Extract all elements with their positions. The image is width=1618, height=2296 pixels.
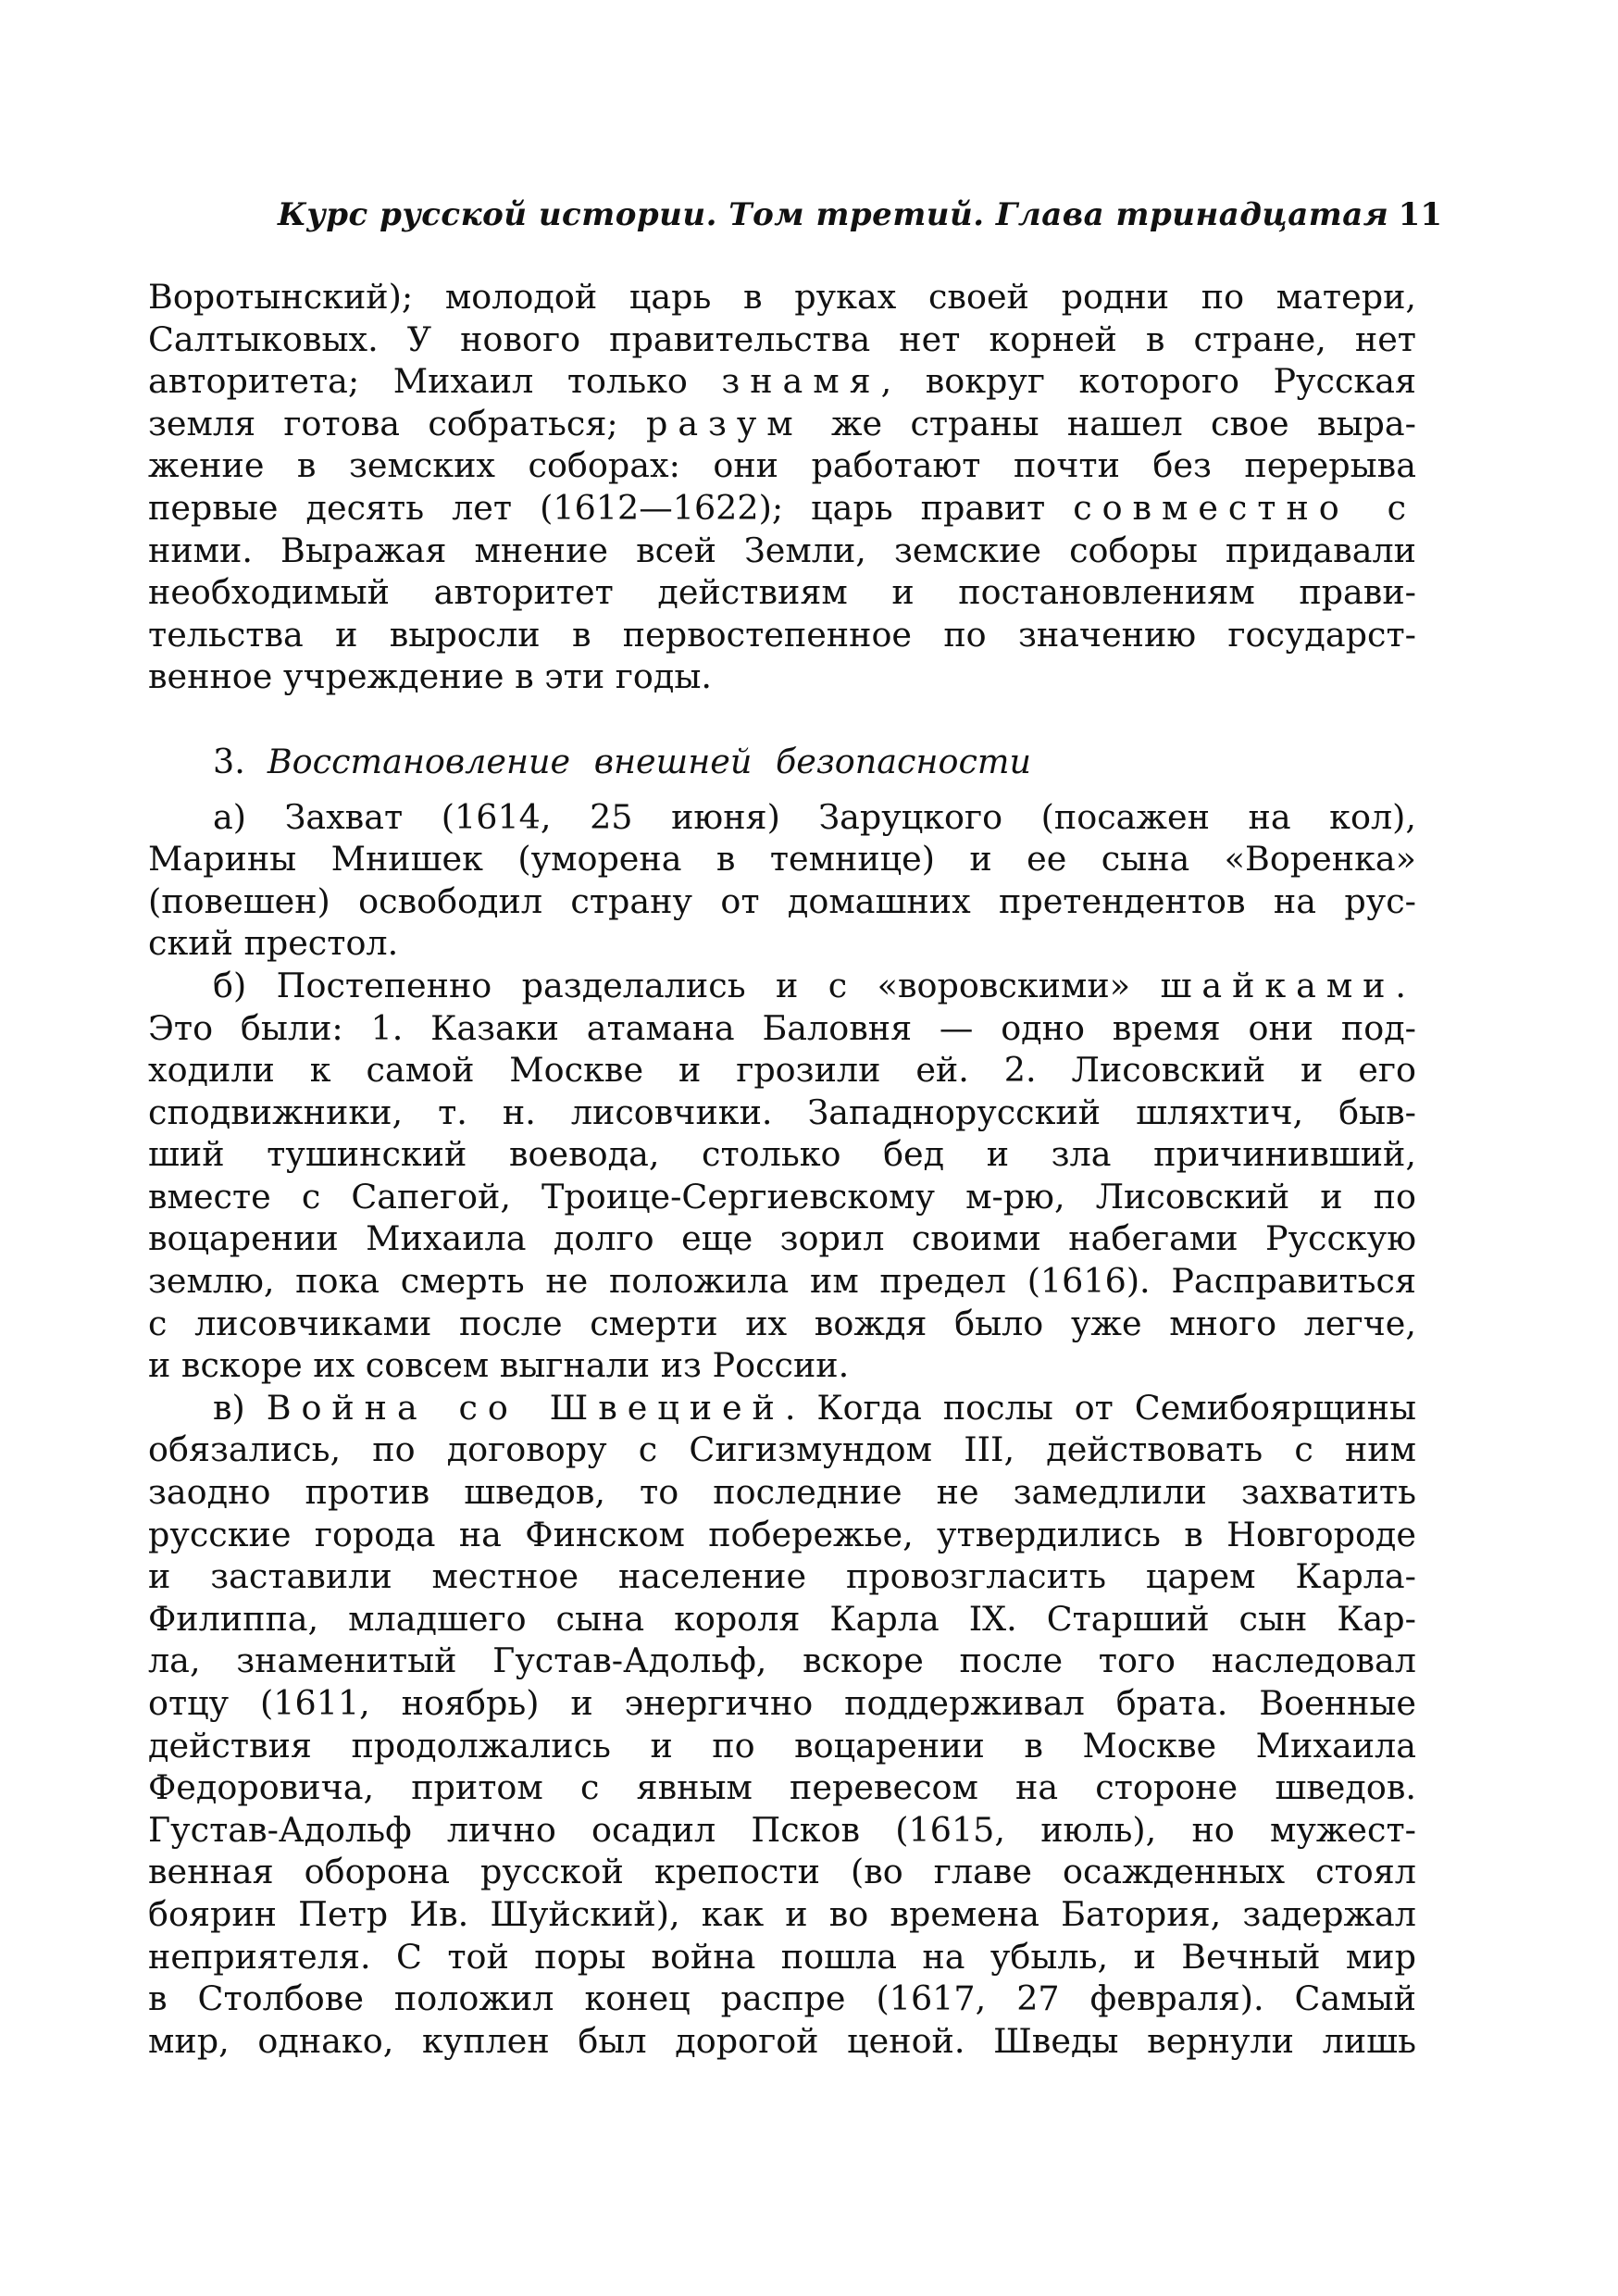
text-line: Густав-Адольф лично осадил Псков (1615, июль), но мужест-: [148, 1809, 1416, 1850]
text-line: Воротынский); молодой царь в руках своей родни по матери,: [148, 277, 1416, 317]
text-line: венная оборона русской крепости (во главе осажденных стоял: [148, 1852, 1416, 1892]
text-line: а) Захват (1614, 25 июня) Заруцкого (посажен на кол),: [213, 796, 1416, 837]
section-title: Восстановление внешней безопасности: [267, 741, 1032, 781]
text-line: венное учреждение в эти годы.: [148, 656, 713, 697]
text-line: авторитета; Михаил только знамя, вокруг которого Русская: [148, 361, 1416, 402]
text-line: в) Война со Швецией. Когда послы от Семибоярщины: [213, 1387, 1416, 1428]
running-header: [148, 196, 1470, 248]
page-number: 11: [1398, 196, 1442, 233]
paragraph-c: [148, 1387, 1416, 2063]
text-line: ними. Выражая мнение всей Земли, земские соборы придавали: [148, 530, 1416, 570]
text-line: Салтыковых. У нового правительства нет корней в стране, нет: [148, 318, 1416, 359]
text-line: ходили к самой Москве и грозили ей. 2. Лисовский и его: [148, 1050, 1416, 1091]
text-line: (повешен) освободил страну от домашних претендентов на рус-: [148, 880, 1416, 921]
text-line: Филиппа, младшего сына короля Карла IX. Старший сын Кар-: [148, 1598, 1416, 1639]
text-line: русские города на Финском побережье, утвердились в Новгороде: [148, 1514, 1416, 1554]
text-line: вместе с Сапегой, Троице-Сергиевскому м-рю, Лисовский и по: [148, 1176, 1416, 1217]
text-line: жение в земских соборах: они работают почти без перерыва: [148, 445, 1416, 486]
text-line: землю, пока смерть не положила им предел (1616). Расправиться: [148, 1261, 1416, 1302]
spaced-emphasis: Война со Швецией: [266, 1387, 785, 1428]
text-line: в Столбове положил конец распре (1617, 27 февраля). Самый: [148, 1978, 1416, 2019]
text-line: первые десять лет (1612—1622); царь правит совместно с: [148, 487, 1417, 528]
text-line: и заставили местное население провозгласить царем Карла-: [148, 1556, 1416, 1597]
text-line: сподвижники, т. н. лисовчики. Западнорусский шляхтич, быв-: [148, 1092, 1416, 1132]
text-line: воцарении Михаила долго еще зорил своими набегами Русскую: [148, 1218, 1416, 1259]
section-number: 3.: [213, 741, 245, 781]
text-line: Это были: 1. Казаки атамана Баловня — одно время они под-: [148, 1007, 1416, 1048]
text-line: необходимый авторитет действиям и постановлениям прави-: [148, 572, 1416, 613]
text-line: мир, однако, куплен был дорогой ценой. Шведы вернули лишь: [148, 2020, 1416, 2061]
spaced-emphasis: разум: [646, 403, 803, 443]
paragraph-b: [148, 965, 1416, 1387]
text-line: обязались, по договору с Сигизмундом III, действовать с ним: [148, 1429, 1416, 1470]
text-line: Федоровича, притом с явным перевесом на стороне шведов.: [148, 1767, 1416, 1808]
text-line: ший тушинский воевода, столько бед и зла причинивший,: [148, 1134, 1416, 1175]
spaced-emphasis: совместно с: [1073, 487, 1417, 528]
text-line: Марины Мнишек (уморена в темнице) и ее сына «Воренка»: [148, 839, 1416, 880]
paragraph-a: [148, 796, 1416, 965]
text-line: боярин Петр Ив. Шуйский), как и во времена Батория, задержал: [148, 1893, 1416, 1934]
text-line: с лисовчиками после смерти их вождя было уже много легче,: [148, 1303, 1416, 1343]
paragraph-intro: [148, 276, 1416, 698]
running-title: Курс русской истории. Том третий. Глава тринадцатая: [278, 196, 1389, 233]
text-line: ла, знаменитый Густав-Адольф, вскоре после того наследовал: [148, 1641, 1416, 1681]
spaced-emphasis: знамя: [721, 361, 881, 402]
text-line: тельства и выросли в первостепенное по значению государст-: [148, 614, 1416, 655]
text-line: б) Постепенно разделались и с «воровскими» шайками.: [213, 965, 1416, 1005]
text-line: и вскоре их совсем выгнали из России.: [148, 1345, 850, 1386]
text-line: заодно против шведов, то последние не замедлили захватить: [148, 1472, 1416, 1513]
section-heading: [148, 741, 1416, 783]
text-line: действия продолжались и по воцарении в Москве Михаила: [148, 1725, 1416, 1766]
text-line: отцу (1611, ноябрь) и энергично поддерживал брата. Военные: [148, 1683, 1416, 1723]
text-line: ский престол.: [148, 923, 399, 964]
text-line: земля готова собраться; разум же страны нашел свое выра-: [148, 403, 1417, 443]
text-line: неприятеля. С той поры война пошла на убыль, и Вечный мир: [148, 1936, 1416, 1977]
spaced-emphasis: шайками.: [1160, 965, 1416, 1005]
page-body: [148, 276, 1416, 2062]
